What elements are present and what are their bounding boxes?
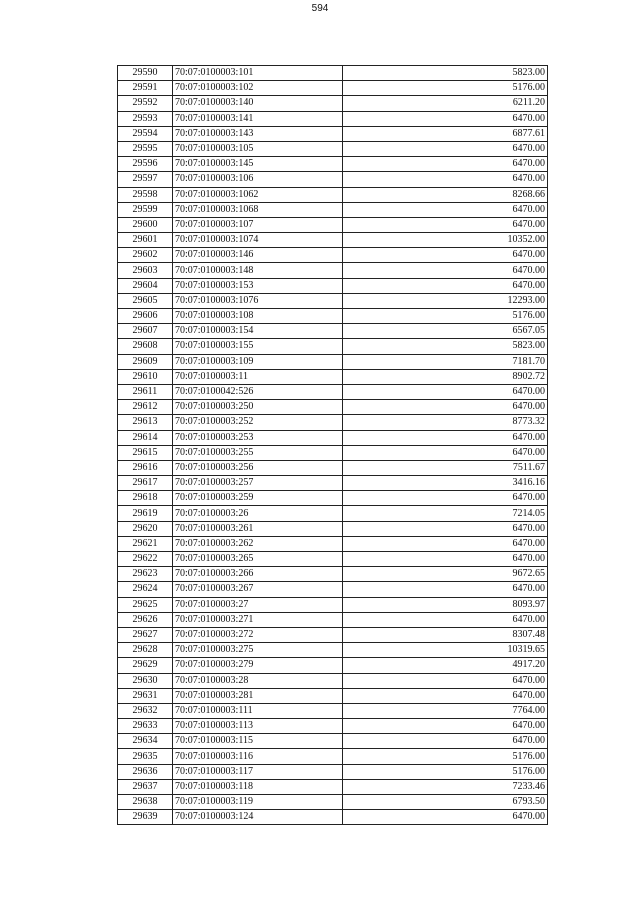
- value-cell: 7181.70: [343, 354, 548, 369]
- value-cell: 6793.50: [343, 795, 548, 810]
- cadastral-number-cell: 70:07:0100003:155: [173, 339, 343, 354]
- table-row: [118, 445, 548, 460]
- row-number-cell: 29609: [118, 354, 173, 369]
- cadastral-number-cell: 70:07:0100003:146: [173, 248, 343, 263]
- row-number-cell: 29637: [118, 779, 173, 794]
- cadastral-number-cell: 70:07:0100003:105: [173, 141, 343, 156]
- row-number-cell: 29600: [118, 217, 173, 232]
- cadastral-number-cell: 70:07:0100003:111: [173, 703, 343, 718]
- value-cell: 6470.00: [343, 521, 548, 536]
- cadastral-number-cell: 70:07:0100003:267: [173, 582, 343, 597]
- table-row: [118, 521, 548, 536]
- table-row: [118, 749, 548, 764]
- table-row: [118, 233, 548, 248]
- row-number-cell: 29627: [118, 627, 173, 642]
- cadastral-number-cell: 70:07:0100003:255: [173, 445, 343, 460]
- table-row: [118, 460, 548, 475]
- table-row: [118, 476, 548, 491]
- row-number-cell: 29619: [118, 506, 173, 521]
- row-number-cell: 29597: [118, 172, 173, 187]
- table-row: [118, 354, 548, 369]
- row-number-cell: 29608: [118, 339, 173, 354]
- table-row: [118, 673, 548, 688]
- table-row: [118, 719, 548, 734]
- value-cell: 8268.66: [343, 187, 548, 202]
- table-row: [118, 597, 548, 612]
- cadastral-number-cell: 70:07:0100003:106: [173, 172, 343, 187]
- table-row: [118, 552, 548, 567]
- cadastral-number-cell: 70:07:0100003:252: [173, 415, 343, 430]
- table-row: [118, 734, 548, 749]
- row-number-cell: 29617: [118, 476, 173, 491]
- value-cell: 6470.00: [343, 157, 548, 172]
- row-number-cell: 29611: [118, 384, 173, 399]
- value-cell: 5823.00: [343, 339, 548, 354]
- cadastral-number-cell: 70:07:0100003:26: [173, 506, 343, 521]
- table-row: [118, 658, 548, 673]
- table-row: [118, 612, 548, 627]
- value-cell: 8307.48: [343, 627, 548, 642]
- cadastral-number-cell: 70:07:0100003:261: [173, 521, 343, 536]
- value-cell: 8773.32: [343, 415, 548, 430]
- value-cell: 6470.00: [343, 278, 548, 293]
- value-cell: 6470.00: [343, 445, 548, 460]
- row-number-cell: 29634: [118, 734, 173, 749]
- row-number-cell: 29607: [118, 324, 173, 339]
- value-cell: 6470.00: [343, 430, 548, 445]
- value-cell: 8902.72: [343, 369, 548, 384]
- table-row: [118, 126, 548, 141]
- row-number-cell: 29620: [118, 521, 173, 536]
- cadastral-number-cell: 70:07:0100003:117: [173, 764, 343, 779]
- cadastral-number-cell: 70:07:0100003:259: [173, 491, 343, 506]
- row-number-cell: 29624: [118, 582, 173, 597]
- value-cell: 6470.00: [343, 141, 548, 156]
- cadastral-number-cell: 70:07:0100003:28: [173, 673, 343, 688]
- cadastral-number-cell: 70:07:0100003:113: [173, 719, 343, 734]
- row-number-cell: 29639: [118, 810, 173, 825]
- table-row: [118, 779, 548, 794]
- row-number-cell: 29594: [118, 126, 173, 141]
- row-number-cell: 29591: [118, 81, 173, 96]
- cadastral-number-cell: 70:07:0100003:143: [173, 126, 343, 141]
- cadastral-number-cell: 70:07:0100003:256: [173, 460, 343, 475]
- cadastral-number-cell: 70:07:0100003:253: [173, 430, 343, 445]
- value-cell: 6470.00: [343, 172, 548, 187]
- cadastral-number-cell: 70:07:0100003:1062: [173, 187, 343, 202]
- row-number-cell: 29595: [118, 141, 173, 156]
- cadastral-number-cell: 70:07:0100003:1068: [173, 202, 343, 217]
- value-cell: 7233.46: [343, 779, 548, 794]
- table-row: [118, 643, 548, 658]
- table-row: [118, 293, 548, 308]
- table-row: [118, 157, 548, 172]
- cadastral-number-cell: 70:07:0100003:279: [173, 658, 343, 673]
- cadastral-number-cell: 70:07:0100003:118: [173, 779, 343, 794]
- row-number-cell: 29596: [118, 157, 173, 172]
- table-row: [118, 66, 548, 81]
- value-cell: 6470.00: [343, 688, 548, 703]
- cadastral-number-cell: 70:07:0100003:154: [173, 324, 343, 339]
- table-row: [118, 567, 548, 582]
- cadastral-number-cell: 70:07:0100003:153: [173, 278, 343, 293]
- row-number-cell: 29599: [118, 202, 173, 217]
- value-cell: 6470.00: [343, 263, 548, 278]
- cadastral-table: [117, 65, 548, 825]
- row-number-cell: 29628: [118, 643, 173, 658]
- table-row: [118, 217, 548, 232]
- value-cell: 5176.00: [343, 81, 548, 96]
- row-number-cell: 29636: [118, 764, 173, 779]
- table-row: [118, 263, 548, 278]
- table-row: [118, 400, 548, 415]
- row-number-cell: 29603: [118, 263, 173, 278]
- row-number-cell: 29625: [118, 597, 173, 612]
- value-cell: 6470.00: [343, 612, 548, 627]
- table-row: [118, 627, 548, 642]
- cadastral-number-cell: 70:07:0100003:107: [173, 217, 343, 232]
- table-row: [118, 324, 548, 339]
- table-row: [118, 309, 548, 324]
- table-row: [118, 795, 548, 810]
- cadastral-number-cell: 70:07:0100003:250: [173, 400, 343, 415]
- value-cell: 6470.00: [343, 217, 548, 232]
- value-cell: 6470.00: [343, 719, 548, 734]
- cadastral-number-cell: 70:07:0100003:1076: [173, 293, 343, 308]
- table-row: [118, 187, 548, 202]
- cadastral-number-cell: 70:07:0100003:27: [173, 597, 343, 612]
- table-row: [118, 172, 548, 187]
- cadastral-number-cell: 70:07:0100003:101: [173, 66, 343, 81]
- row-number-cell: 29602: [118, 248, 173, 263]
- cadastral-number-cell: 70:07:0100003:124: [173, 810, 343, 825]
- row-number-cell: 29612: [118, 400, 173, 415]
- row-number-cell: 29630: [118, 673, 173, 688]
- value-cell: 7764.00: [343, 703, 548, 718]
- row-number-cell: 29593: [118, 111, 173, 126]
- value-cell: 6470.00: [343, 582, 548, 597]
- row-number-cell: 29633: [118, 719, 173, 734]
- row-number-cell: 29635: [118, 749, 173, 764]
- row-number-cell: 29614: [118, 430, 173, 445]
- table-row: [118, 536, 548, 551]
- table-row: [118, 202, 548, 217]
- value-cell: 6470.00: [343, 491, 548, 506]
- cadastral-number-cell: 70:07:0100003:257: [173, 476, 343, 491]
- value-cell: 6567.05: [343, 324, 548, 339]
- table-row: [118, 369, 548, 384]
- cadastral-number-cell: 70:07:0100003:108: [173, 309, 343, 324]
- row-number-cell: 29605: [118, 293, 173, 308]
- row-number-cell: 29621: [118, 536, 173, 551]
- row-number-cell: 29610: [118, 369, 173, 384]
- cadastral-number-cell: 70:07:0100003:116: [173, 749, 343, 764]
- value-cell: 6470.00: [343, 111, 548, 126]
- value-cell: 6877.61: [343, 126, 548, 141]
- row-number-cell: 29601: [118, 233, 173, 248]
- row-number-cell: 29616: [118, 460, 173, 475]
- cadastral-number-cell: 70:07:0100003:265: [173, 552, 343, 567]
- value-cell: 6470.00: [343, 734, 548, 749]
- cadastral-number-cell: 70:07:0100003:141: [173, 111, 343, 126]
- value-cell: 12293.00: [343, 293, 548, 308]
- value-cell: 8093.97: [343, 597, 548, 612]
- row-number-cell: 29606: [118, 309, 173, 324]
- row-number-cell: 29618: [118, 491, 173, 506]
- cadastral-number-cell: 70:07:0100042:526: [173, 384, 343, 399]
- page-number: 594: [311, 3, 329, 14]
- value-cell: 6470.00: [343, 552, 548, 567]
- cadastral-number-cell: 70:07:0100003:109: [173, 354, 343, 369]
- value-cell: 5176.00: [343, 749, 548, 764]
- value-cell: 5823.00: [343, 66, 548, 81]
- table-row: [118, 703, 548, 718]
- value-cell: 6470.00: [343, 810, 548, 825]
- cadastral-number-cell: 70:07:0100003:148: [173, 263, 343, 278]
- table-row: [118, 415, 548, 430]
- row-number-cell: 29632: [118, 703, 173, 718]
- table-row: [118, 96, 548, 111]
- cadastral-number-cell: 70:07:0100003:115: [173, 734, 343, 749]
- value-cell: 9672.65: [343, 567, 548, 582]
- table-row: [118, 111, 548, 126]
- table-row: [118, 764, 548, 779]
- row-number-cell: 29592: [118, 96, 173, 111]
- table-body: [118, 66, 548, 825]
- row-number-cell: 29615: [118, 445, 173, 460]
- table-row: [118, 339, 548, 354]
- value-cell: 6470.00: [343, 400, 548, 415]
- value-cell: 3416.16: [343, 476, 548, 491]
- value-cell: 6470.00: [343, 202, 548, 217]
- cadastral-number-cell: 70:07:0100003:281: [173, 688, 343, 703]
- row-number-cell: 29629: [118, 658, 173, 673]
- row-number-cell: 29623: [118, 567, 173, 582]
- cadastral-number-cell: 70:07:0100003:262: [173, 536, 343, 551]
- table-row: [118, 582, 548, 597]
- row-number-cell: 29590: [118, 66, 173, 81]
- cadastral-number-cell: 70:07:0100003:266: [173, 567, 343, 582]
- row-number-cell: 29598: [118, 187, 173, 202]
- table-row: [118, 688, 548, 703]
- cadastral-number-cell: 70:07:0100003:272: [173, 627, 343, 642]
- row-number-cell: 29638: [118, 795, 173, 810]
- cadastral-number-cell: 70:07:0100003:145: [173, 157, 343, 172]
- row-number-cell: 29613: [118, 415, 173, 430]
- value-cell: 6470.00: [343, 384, 548, 399]
- value-cell: 4917.20: [343, 658, 548, 673]
- value-cell: 6470.00: [343, 248, 548, 263]
- value-cell: 6470.00: [343, 673, 548, 688]
- cadastral-number-cell: 70:07:0100003:102: [173, 81, 343, 96]
- row-number-cell: 29626: [118, 612, 173, 627]
- table-row: [118, 278, 548, 293]
- cadastral-number-cell: 70:07:0100003:1074: [173, 233, 343, 248]
- row-number-cell: 29622: [118, 552, 173, 567]
- value-cell: 7511.67: [343, 460, 548, 475]
- table-row: [118, 141, 548, 156]
- table-row: [118, 506, 548, 521]
- value-cell: 7214.05: [343, 506, 548, 521]
- table-row: [118, 430, 548, 445]
- cadastral-number-cell: 70:07:0100003:11: [173, 369, 343, 384]
- value-cell: 6470.00: [343, 536, 548, 551]
- value-cell: 6211.20: [343, 96, 548, 111]
- table-row: [118, 248, 548, 263]
- cadastral-number-cell: 70:07:0100003:119: [173, 795, 343, 810]
- table-row: [118, 491, 548, 506]
- cadastral-number-cell: 70:07:0100003:275: [173, 643, 343, 658]
- row-number-cell: 29631: [118, 688, 173, 703]
- row-number-cell: 29604: [118, 278, 173, 293]
- table-row: [118, 810, 548, 825]
- cadastral-number-cell: 70:07:0100003:140: [173, 96, 343, 111]
- table-row: [118, 81, 548, 96]
- cadastral-number-cell: 70:07:0100003:271: [173, 612, 343, 627]
- value-cell: 10319.65: [343, 643, 548, 658]
- value-cell: 10352.00: [343, 233, 548, 248]
- value-cell: 5176.00: [343, 309, 548, 324]
- table-row: [118, 384, 548, 399]
- value-cell: 5176.00: [343, 764, 548, 779]
